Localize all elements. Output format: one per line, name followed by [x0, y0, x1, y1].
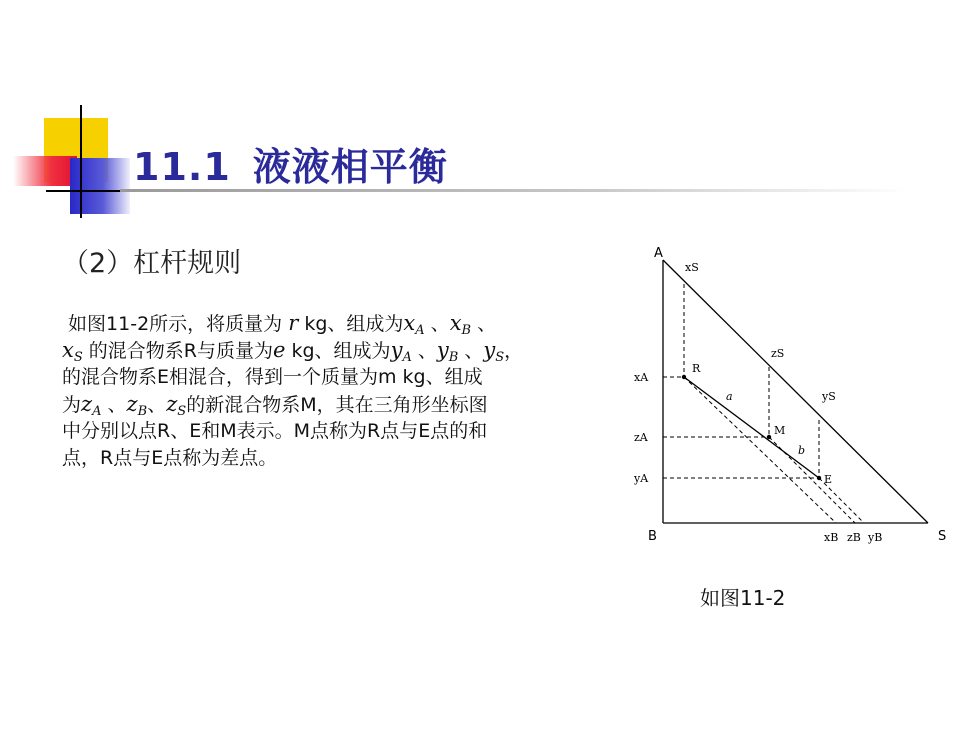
sub-yS: S	[495, 350, 505, 365]
decor-vertical-line	[80, 105, 82, 218]
text-run: 如图11-2所示，将质量为	[68, 313, 283, 335]
var-yA: y	[390, 338, 403, 362]
var-r: r	[288, 311, 299, 335]
label-M: M	[774, 424, 786, 437]
text-run: 的混合物系E相混合，得到一个质量为m kg、组成	[62, 366, 483, 388]
text-run: 中分别以点R、E和M表示。M点称为R点与E点的和	[62, 420, 488, 442]
text-run: 的混合物系R与质量为	[88, 340, 273, 362]
sub-zB: B	[137, 404, 148, 419]
sub-xA: A	[415, 323, 425, 338]
body-paragraph	[62, 310, 622, 472]
label-xB: xB	[824, 531, 839, 544]
decor-red-bar	[13, 156, 77, 186]
sub-zS: S	[177, 404, 187, 419]
label-xS: xS	[685, 261, 699, 274]
var-xB: x	[449, 311, 462, 335]
title-text: 液液相平衡	[252, 145, 448, 189]
label-yA: yA	[634, 472, 649, 485]
figure-caption: 如图11-2	[700, 586, 786, 610]
separator: 、	[464, 340, 484, 362]
var-yS: y	[483, 338, 496, 362]
label-yS: yS	[822, 390, 836, 403]
vertex-S-label: S	[938, 529, 947, 544]
var-xS: x	[62, 338, 74, 362]
sub-xB: B	[461, 323, 472, 338]
title-number: 11.1	[133, 145, 231, 189]
separator: 、	[107, 394, 127, 416]
separator: 、	[477, 313, 497, 335]
sub-xS: S	[73, 350, 83, 365]
line-RE	[684, 377, 819, 478]
label-E: E	[824, 473, 833, 486]
text-run: kg、组成为	[304, 313, 404, 335]
dash-R-xB	[684, 377, 836, 523]
label-b: b	[798, 444, 806, 457]
label-zS: zS	[771, 347, 785, 360]
text-run: 点，R点与E点称为差点。	[62, 447, 278, 469]
sub-zA: A	[92, 404, 102, 419]
var-xA: x	[403, 311, 416, 335]
var-zA: z	[81, 392, 93, 416]
label-R: R	[692, 362, 701, 375]
label-zB: zB	[847, 531, 861, 544]
point-E-dot	[817, 476, 821, 480]
separator: 、	[430, 313, 450, 335]
vertex-A-label: A	[654, 246, 663, 261]
text-run: kg、组成为	[291, 340, 391, 362]
point-R-dot	[682, 375, 686, 379]
label-a: a	[726, 390, 733, 403]
sub-yB: B	[448, 350, 459, 365]
var-zB: z	[126, 392, 138, 416]
var-yB: y	[436, 338, 449, 362]
separator: 、	[147, 394, 167, 416]
slide-title	[133, 136, 448, 191]
text-run: 为	[62, 394, 82, 416]
sub-yA: A	[402, 350, 412, 365]
separator: ，	[504, 340, 524, 362]
var-e: e	[273, 338, 286, 362]
section-heading: （2）杠杆规则	[62, 248, 242, 279]
point-M-dot	[767, 435, 771, 439]
triangle-phase-diagram	[630, 240, 960, 570]
text-run: 的新混合物系M，其在三角形坐标图	[186, 394, 488, 416]
var-zS: z	[166, 392, 178, 416]
vertex-B-label: B	[648, 529, 657, 544]
label-zA: zA	[634, 431, 648, 444]
decor-blue-square	[70, 158, 130, 214]
label-xA: xA	[634, 371, 649, 384]
separator: 、	[417, 340, 437, 362]
label-yB: yB	[868, 531, 883, 544]
